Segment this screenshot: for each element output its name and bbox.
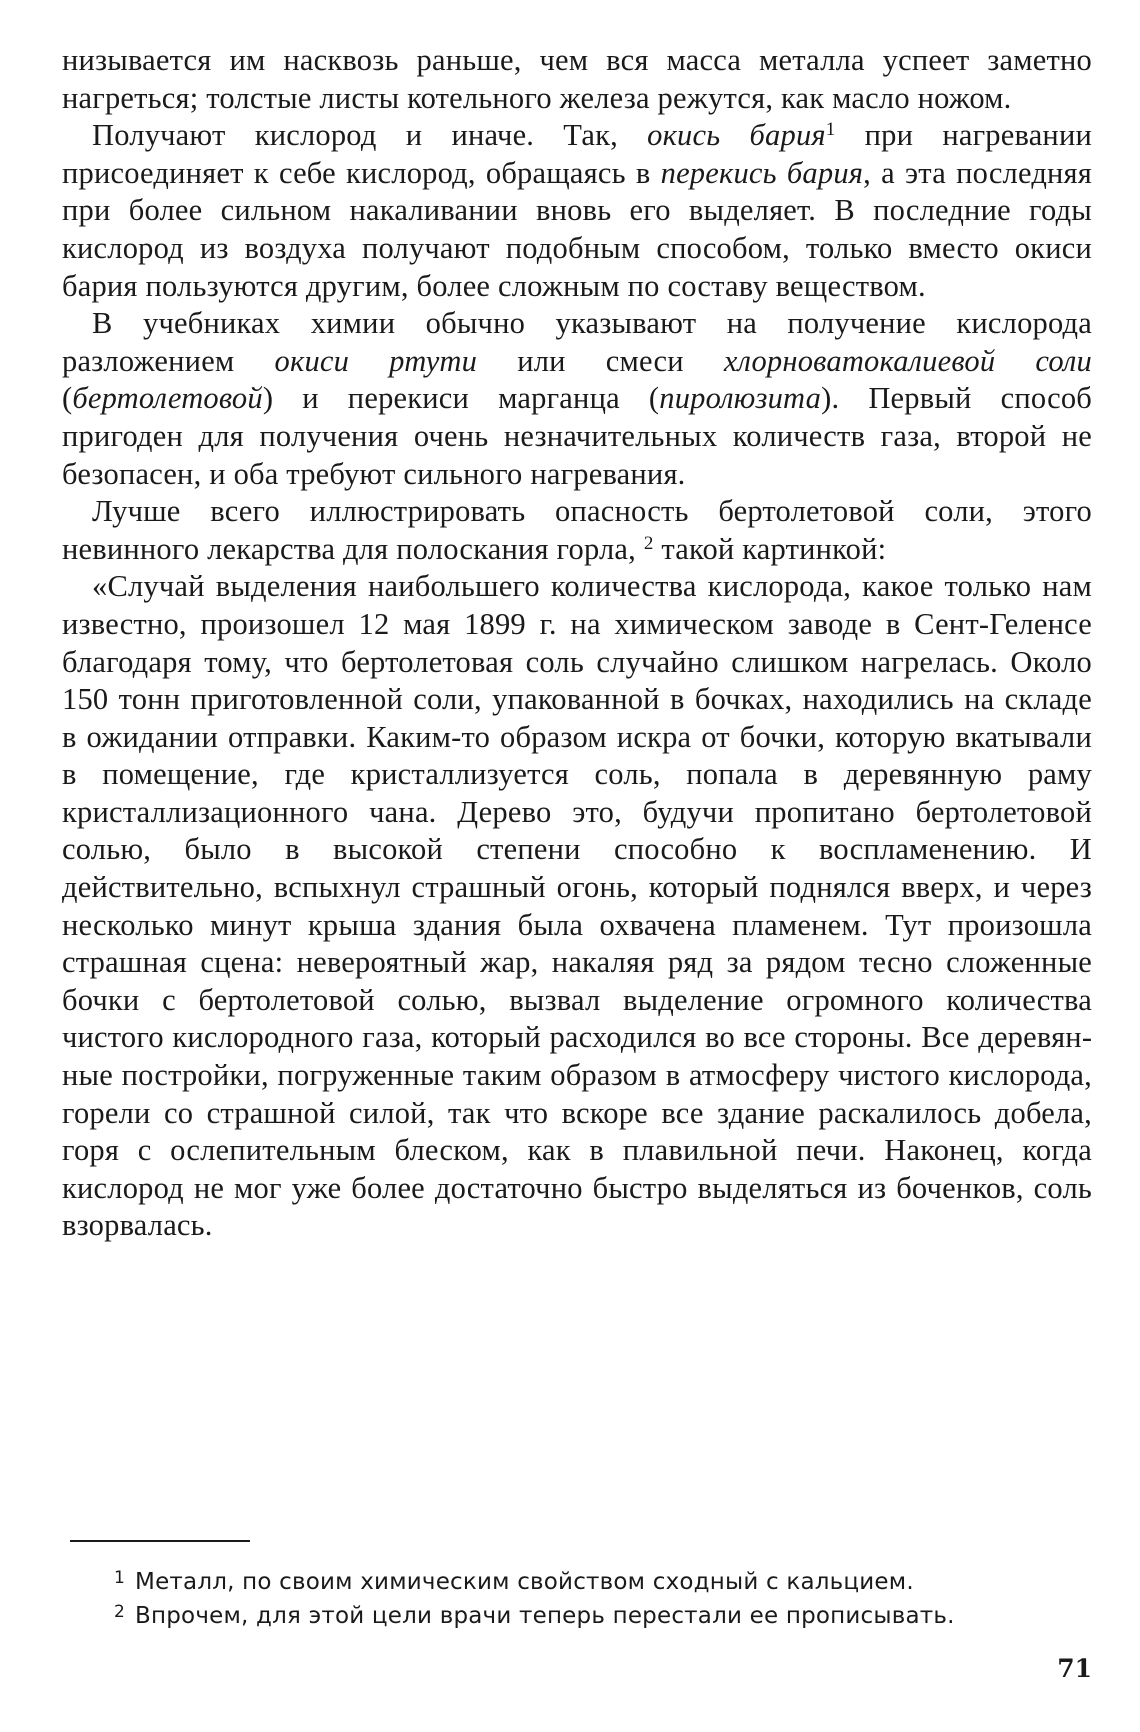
italic-term: перекись бария	[660, 155, 864, 190]
text-segment: ). Первый способ пригоден для получения очень незначительных количеств газа, второй не безопасен, и оба требуют сильного нагревания.	[62, 381, 1092, 491]
footnote-1	[114, 1565, 1114, 1599]
text-segment: такой картинкой:	[653, 531, 887, 566]
italic-term: окиси ртути	[274, 343, 478, 378]
footnote-2	[114, 1599, 1114, 1633]
footnote-divider	[70, 1540, 250, 1542]
italic-term: бертолетовой	[72, 381, 263, 416]
text-segment: или смеси	[477, 343, 724, 378]
text-segment: Получают кислород и иначе. Так,	[92, 118, 648, 153]
text-segment: низывается им насквозь раньше, чем вся масса металла успеет заметно нагреться; толстые листы котельного железа режутся, как масло ножом.	[62, 43, 1092, 115]
footnote-marker: 1	[114, 1568, 126, 1588]
page-number: 71	[1057, 1654, 1092, 1683]
paragraph	[62, 117, 1092, 305]
quote-paragraph	[62, 568, 1092, 1245]
italic-term: хлорноватокалиевой соли	[723, 343, 1092, 378]
footnote-text: Впрочем, для этой цели врачи теперь перестали ее прописывать.	[135, 1603, 955, 1629]
main-text	[62, 42, 1092, 1245]
text-segment: Лучше всего иллюстрировать опасность бертолетовой соли, этого невинного лекарства для полоскания горла,	[62, 494, 1092, 566]
footnote-ref-1: 1	[825, 119, 836, 141]
text-segment: , а эта последняя при более сильном накаливании вновь его выделяет. В последние годы кислород из воздуха получают подобным способом, только вместо окиси бария пользуются другим, более сложным по составу веществом.	[62, 155, 1093, 303]
book-page	[62, 42, 1092, 1702]
text-segment: (	[62, 381, 73, 416]
footnote-text: Металл, по своим химическим свойством сходный с кальцием.	[135, 1569, 914, 1595]
footnote-ref-2: 2	[643, 532, 654, 554]
italic-term: пиролюзита	[659, 381, 822, 416]
text-segment: ) и перекиси марганца (	[262, 381, 660, 416]
paragraph	[62, 493, 1092, 568]
paragraph	[62, 42, 1092, 117]
footnotes	[114, 1565, 1114, 1633]
italic-term: окись бария	[647, 118, 826, 153]
text-segment: «Случай выделения наибольшего количества кислорода, какое только нам известно, произошел 12 мая 1899 г. на химическом заводе в Сент-Геленсе благодаря тому, что бертолетовая соль случайно слишком нагрелась. Около 150 тонн приготовленной соли, упакованной в бочках, находились на складе в ожидании отправки. Каким-то образом искра от бочки, которую вкатывали в помещение, где кристаллизуется соль, попала в деревянную раму кристаллизационного чана. Дерево это, будучи пропитано бертолетовой солью, было в высокой степени способно к воспламенению. И действительно, вспыхнул страшный огонь, который поднялся вверх, и через несколько минут крыша здания была охвачена пламенем. Тут произошла страшная сцена: невероятный жар, накаляя ряд за рядом тесно сложенные бочки с бертолетовой солью, вызвал выделение огромного количества чистого кислородного газа, который расходился во все стороны. Все деревянные постройки, погруженные таким образом в атмосферу чистого кислорода, горели со страшной силой, так что вскоре все здание раскалилось добела, горя с ослепительным блеском, как в плавильной печи. Наконец, когда кислород не мог уже более достаточно быстро выделяться из боченков, соль взорвалась.	[62, 569, 1092, 1243]
paragraph	[62, 305, 1092, 493]
text-segment: В учебниках химии обычно указывают на получение кислорода разложением	[62, 306, 1092, 378]
text-segment: при нагревании присоединяет к себе кислород, обращаясь в	[62, 118, 1092, 190]
footnote-marker: 2	[114, 1602, 126, 1622]
